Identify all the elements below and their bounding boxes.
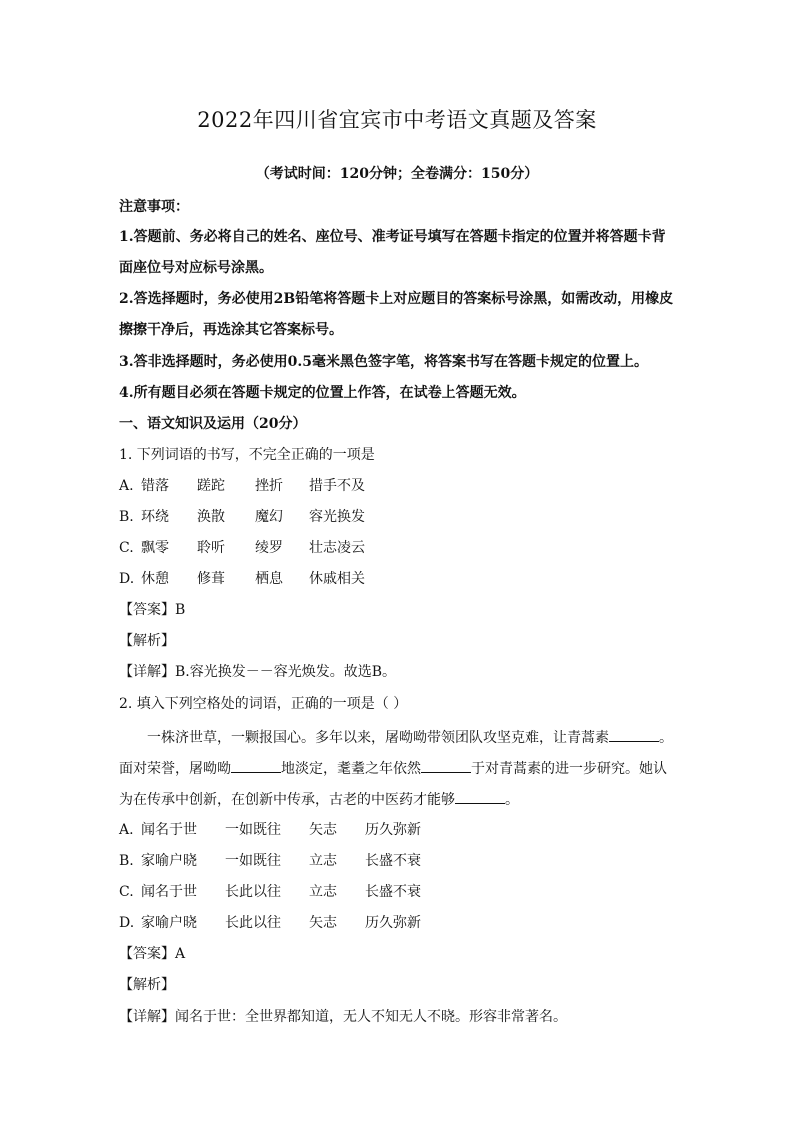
section-heading: 一、语文知识及运用（20分）: [119, 416, 307, 432]
question-2-passage-line: [119, 758, 667, 779]
option-word: 家喻户晓: [141, 915, 197, 931]
question-1-detail: 【详解】B.容光换发－－容光焕发。故选B。: [119, 664, 397, 680]
option-word: 环绕: [141, 509, 169, 525]
question-1-analysis: 【解析】: [119, 633, 175, 649]
question-2-analysis: 【解析】: [119, 977, 175, 993]
passage-text: 一株济世草，一颗报国心。多年以来，屠呦呦带领团队攻坚克难，让青蒿素: [147, 730, 609, 746]
option-word: 长此以往: [225, 884, 281, 900]
note-line: 擦擦干净后，再选涂其它答案标号。: [119, 322, 343, 338]
passage-text: 面对荣誉，屠呦呦: [119, 761, 231, 777]
option-word: 长盛不衰: [365, 884, 421, 900]
option-label: C.: [119, 540, 134, 556]
option-label: B.: [119, 509, 134, 525]
option-label: B.: [119, 853, 134, 869]
option-word: 蹉跎: [197, 478, 225, 494]
question-2-stem: 2. 填入下列空格处的词语，正确的一项是（ ）: [119, 696, 408, 712]
note-line: 面座位号对应标号涂黑。: [119, 260, 273, 276]
option-word: 涣散: [197, 509, 225, 525]
passage-text: 为在传承中创新，在创新中传承，古老的中医药才能够: [119, 792, 455, 808]
option-word: 措手不及: [309, 478, 365, 494]
exam-info: （考试时间：120分钟；全卷满分：150分）: [255, 166, 539, 182]
option-word: 容光换发: [309, 509, 365, 525]
option-word: 一如既往: [225, 853, 281, 869]
note-line: 3.答非选择题时，务必使用0.5毫米黑色签字笔，将答案书写在答题卡规定的位置上。: [119, 354, 648, 370]
note-line: 1.答题前、务必将自己的姓名、座位号、准考证号填写在答题卡指定的位置并将答题卡背: [119, 229, 666, 245]
question-1-stem: 1. 下列词语的书写，不完全正确的一项是: [119, 447, 375, 463]
question-2-detail: 【详解】闻名于世：全世界都知道，无人不知无人不晓。形容非常著名。: [119, 1009, 567, 1025]
option-label: A.: [119, 822, 134, 838]
option-word: 聆听: [197, 540, 225, 556]
option-word: 矢志: [309, 915, 337, 931]
option-word: 魔幻: [255, 509, 283, 525]
option-word: 历久弥新: [365, 915, 421, 931]
option-label: D.: [119, 915, 135, 931]
note-line: 2.答选择题时，务必使用2B铅笔将答题卡上对应题目的答案标号涂黑，如需改动，用橡皮: [119, 291, 674, 307]
fill-blank: [455, 789, 505, 804]
question-1-answer: 【答案】B: [119, 602, 186, 618]
option-word: 一如既往: [225, 822, 281, 838]
option-word: 壮志凌云: [309, 540, 365, 556]
option-word: 绫罗: [255, 540, 283, 556]
option-word: 挫折: [255, 478, 283, 494]
option-word: 闻名于世: [141, 884, 197, 900]
notes-heading: 注意事项：: [119, 199, 189, 215]
option-word: 矢志: [309, 822, 337, 838]
passage-text: 地淡定，耄耋之年依然: [281, 761, 421, 777]
passage-text: 。: [659, 730, 673, 746]
option-word: 长此以往: [225, 915, 281, 931]
option-word: 历久弥新: [365, 822, 421, 838]
note-line: 4.所有题目必须在答题卡规定的位置上作答，在试卷上答题无效。: [119, 385, 526, 401]
option-word: 长盛不衰: [365, 853, 421, 869]
question-2-passage-line: [119, 789, 519, 810]
passage-text: 于对青蒿素的进一步研究。她认: [471, 761, 667, 777]
option-word: 休戚相关: [309, 571, 365, 587]
question-2-passage-line: [147, 727, 673, 748]
option-word: 飘零: [141, 540, 169, 556]
fill-blank: [609, 727, 659, 742]
question-2-answer: 【答案】A: [119, 946, 186, 962]
passage-text: 。: [505, 792, 519, 808]
option-word: 错落: [141, 478, 169, 494]
option-word: 修葺: [197, 571, 225, 587]
option-label: D.: [119, 571, 135, 587]
option-word: 闻名于世: [141, 822, 197, 838]
option-word: 休憩: [141, 571, 169, 587]
option-word: 立志: [309, 884, 337, 900]
option-label: A.: [119, 478, 134, 494]
option-label: C.: [119, 884, 134, 900]
option-word: 栖息: [255, 571, 283, 587]
fill-blank: [421, 758, 471, 773]
option-word: 家喻户晓: [141, 853, 197, 869]
page-title: 2022年四川省宜宾市中考语文真题及答案: [197, 108, 597, 132]
fill-blank: [231, 758, 281, 773]
option-word: 立志: [309, 853, 337, 869]
